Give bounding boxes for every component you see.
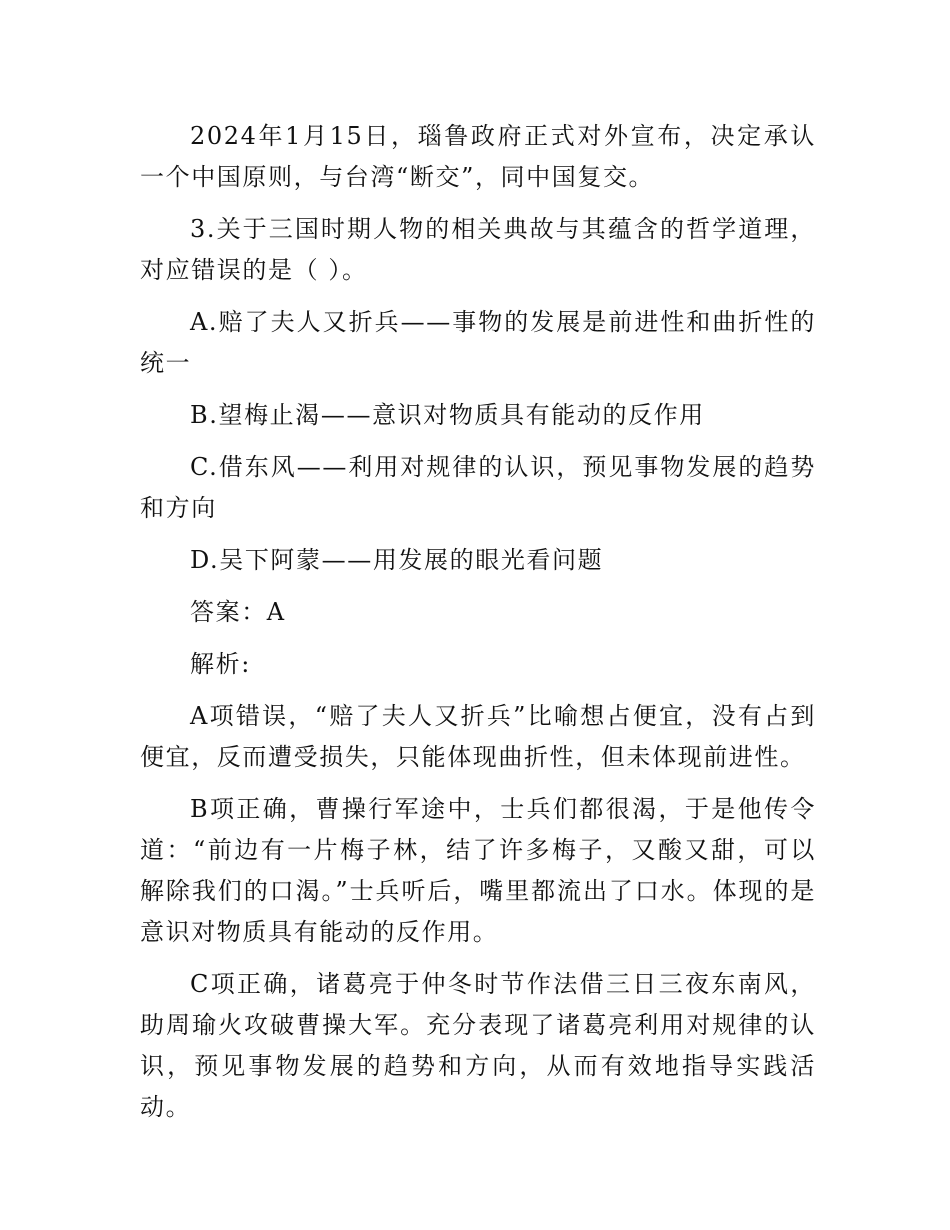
analysis-heading: 解析: [190,650,251,678]
analysis-b: B项正确，曹操行军途中，士兵们都很渴，于是他传令道：“前边有一片梅子林，结了许多梅子，又酸又甜，可以解除我们的口渴。”士兵听后，嘴里都流出了口水。体现的是意识对物质具有能动的反作用。 [140,795,816,946]
paragraph-context: 2024年1月15日，瑙鲁政府正式对外宣布，决定承认一个中国原则，与台湾“断交”，同中国复交。 [140,122,816,191]
option-c: C.借东风——利用对规律的认识，预见事物发展的趋势和方向 [140,453,816,522]
option-d: D.吴下阿蒙——用发展的眼光看问题 [190,546,604,574]
answer-line: 答案：A [190,598,286,626]
analysis-c: C项正确，诸葛亮于仲冬时节作法借三日三夜东南风，助周瑜火攻破曹操大军。充分表现了诸葛亮利用对规律的认识，预见事物发展的趋势和方向，从而有效地指导实践活动。 [140,970,816,1121]
option-a: A.赔了夫人又折兵——事物的发展是前进性和曲折性的统一 [140,308,816,377]
option-b: B.望梅止渴——意识对物质具有能动的反作用 [190,401,705,429]
document-body [140,116,816,1139]
analysis-a: A项错误，“赔了夫人又折兵”比喻想占便宜，没有占到便宜，反而遭受损失，只能体现曲折性，但未体现前进性。 [140,702,816,771]
question-stem: 3.关于三国时期人物的相关典故与其蕴含的哲学道理，对应错误的是（ ）。 [140,215,816,284]
